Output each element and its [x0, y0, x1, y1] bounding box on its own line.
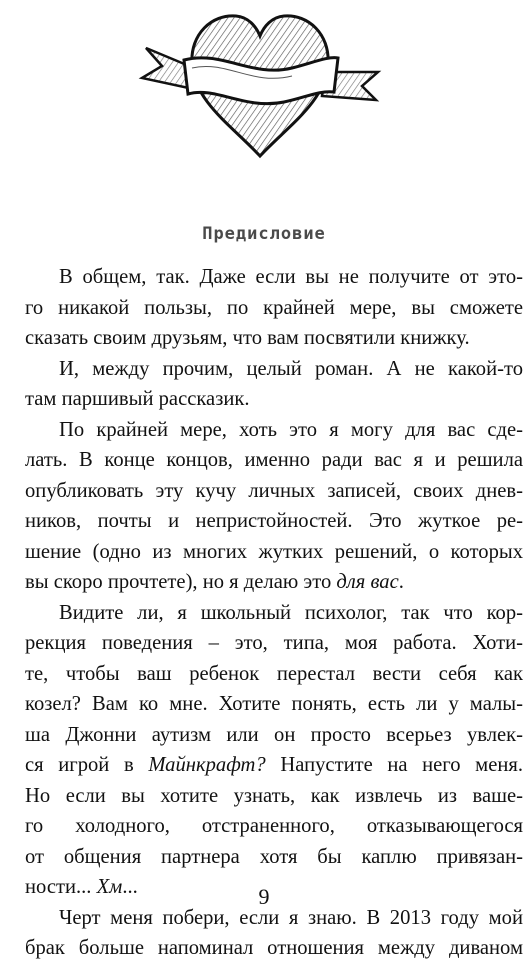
text-line: [25, 811, 523, 842]
text-segment: сказать своим друзьям, что вам посвятили книжку.: [25, 327, 470, 349]
text-line: [25, 567, 523, 598]
italic-text: для вас: [336, 571, 399, 593]
text-line: [25, 659, 523, 690]
text-segment: лать. В конце концов, именно ради вас я и решила: [25, 449, 523, 471]
text-line: [25, 537, 523, 568]
text-segment: шение (одно из многих жутких решений, о которых: [25, 540, 523, 563]
text-segment: Напустите на него меня.: [265, 754, 523, 776]
text-segment: ша Джонни аутизм или он просто всерьез увлек-: [25, 723, 523, 746]
text-segment: ся игрой в: [25, 754, 149, 776]
text-segment: Видите ли, я школьный психолог, так что кор-: [59, 601, 523, 624]
italic-text: Майнкрафт?: [148, 754, 266, 776]
text-segment: брак больше напоминал отношения между диваном: [25, 937, 523, 959]
text-segment: ности...: [25, 876, 97, 898]
text-segment: Черт меня побери, если я знаю. В 2013 году мой: [59, 906, 523, 929]
text-segment: И, между прочим, целый роман. А не какой-то: [59, 357, 523, 380]
text-line: [25, 293, 523, 324]
text-segment: Но если вы хотите узнать, как извлечь из ваше-: [25, 784, 523, 807]
text-line: [25, 689, 523, 720]
text-line: [25, 476, 523, 507]
heart-banner-illustration: [132, 6, 388, 166]
text-segment: те, чтобы ваш ребенок перестал вести себя как: [25, 662, 523, 685]
body-text: [25, 262, 523, 964]
text-line: [25, 354, 523, 385]
chapter-heading: Предисловие: [202, 224, 326, 244]
text-line: [25, 720, 523, 751]
text-line: [25, 628, 523, 659]
text-line: [25, 415, 523, 446]
text-line: [25, 842, 523, 873]
text-line: [25, 323, 523, 354]
text-segment: По крайней мере, хоть это я могу для вас сде-: [59, 418, 523, 441]
text-segment: опубликовать эту кучу личных записей, своих днев-: [25, 479, 523, 502]
italic-text: Хм: [96, 876, 123, 898]
text-segment: го холодного, отстраненного, отказывающегося: [25, 815, 523, 837]
text-line: [25, 384, 523, 415]
text-line: [25, 933, 523, 964]
text-line: [25, 750, 523, 781]
text-segment: го никакой пользы, по крайней мере, вы сможете: [25, 296, 523, 319]
text-line: [25, 262, 523, 293]
page-number: 9: [258, 884, 270, 909]
text-segment: ников, почты и непристойностей. Это жуткое ре-: [25, 510, 523, 532]
text-segment: от общения партнера хотя бы каплю привязан-: [25, 845, 523, 868]
text-segment: ...: [122, 876, 138, 898]
text-line: [25, 781, 523, 812]
text-line: [25, 598, 523, 629]
text-line: [25, 445, 523, 476]
text-segment: козел? Вам ко мне. Хотите понять, есть ли у малы-: [25, 693, 523, 715]
text-segment: рекция поведения – это, типа, моя работа. Хоти-: [25, 632, 523, 654]
text-segment: .: [398, 571, 404, 593]
text-segment: вы скоро прочтете), но я делаю это: [25, 571, 337, 593]
text-line: [25, 506, 523, 537]
text-segment: В общем, так. Даже если вы не получите от это-: [59, 266, 523, 288]
text-segment: там паршивый рассказик.: [25, 388, 250, 410]
